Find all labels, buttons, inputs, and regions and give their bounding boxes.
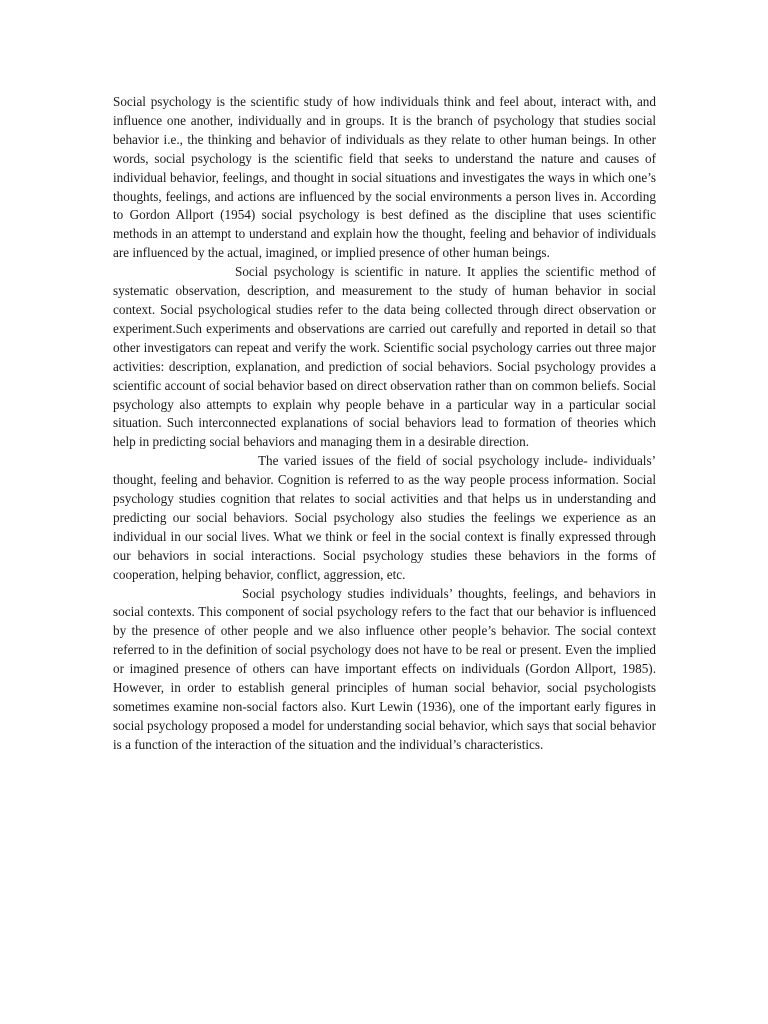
document-body — [113, 93, 656, 755]
paragraph-social-contexts: Social psychology studies individuals’ thoughts, feelings, and behaviors in social contexts. This component of social psychology refers to the fact that our behavior is influenced by the presence of other people and we also influence other people’s behavior. The social context referred to in the definition of social psychology does not have to be real or present. Even the implied or imagined presence of others can have important effects on individuals (Gordon Allport, 1985). However, in order to establish general principles of human social behavior, social psychologists sometimes examine non-social factors also. Kurt Lewin (1936), one of the important early figures in social psychology proposed a model for understanding social behavior, which says that social behavior is a function of the interaction of the situation and the individual’s characteristics. — [113, 585, 656, 752]
paragraph-varied-issues: The varied issues of the field of social psychology include- individuals’ thought, feeling and behavior. Cognition is referred to as the way people process information. Social psychology studies cognition that relates to social activities and that helps us in understanding and predicting our social behaviors. Social psychology also studies the feelings we experience as an individual in our social lives. What we think or feel in the social context is finally expressed through our behaviors in social interactions. Social psychology studies these behaviors in the forms of cooperation, helping behavior, conflict, aggression, etc. — [113, 453, 656, 582]
paragraph-scientific-nature: Social psychology is scientific in nature. It applies the scientific method of systematic observation, description, and measurement to the study of human behavior in social context. Social psychological studies refer to the data being collected through direct observation or experiment.Such experiments and observations are carried out carefully and reported in detail so that other investigators can repeat and verify the work. Scientific social psychology carries out three major activities: description, explanation, and prediction of social behaviors. Social psychology provides a scientific account of social behavior based on direct observation rather than on common beliefs. Social psychology also attempts to explain why people behave in a particular way in a particular social situation. Such interconnected explanations of social behaviors lead to formation of theories which help in predicting social behaviors and managing them in a desirable direction. — [113, 264, 656, 450]
paragraph-definition: Social psychology is the scientific study of how individuals think and feel about, interact with, and influence one another, individually and in groups. It is the branch of psychology that studies social behavior i.e., the thinking and behavior of individuals as they relate to other human beings. In other words, social psychology is the scientific field that seeks to understand the nature and causes of individual behavior, feelings, and thought in social situations and investigates the ways in which one’s thoughts, feelings, and actions are influenced by the social environments a person lives in. According to Gordon Allport (1954) social psychology is best defined as the discipline that uses scientific methods in an attempt to understand and explain how the thought, feeling and behavior of individuals are influenced by the actual, imagined, or implied presence of other human beings. — [113, 94, 656, 261]
